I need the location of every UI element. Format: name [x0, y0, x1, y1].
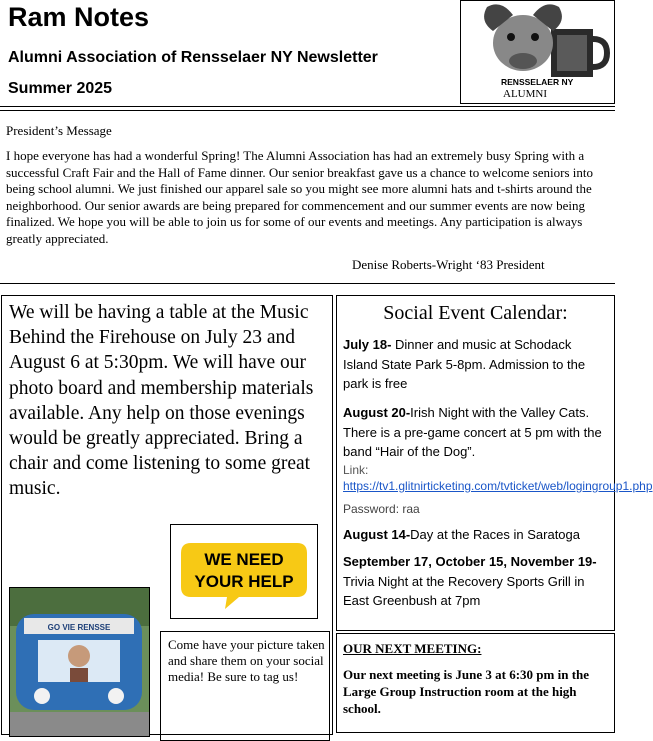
speech-bubble-icon: [171, 525, 317, 618]
calendar-title: Social Event Calendar:: [383, 302, 568, 324]
newsletter-subtitle: Alumni Association of Rensselaer NY Newsletter: [8, 49, 378, 66]
event-date: September 17, October 15, November 19-: [343, 554, 597, 569]
photo-caption: Come have your picture taken and share them on your social media! Be sure to tag us!: [168, 637, 325, 684]
photo-sign-text: GO VIE RENSSE: [47, 623, 111, 632]
logo-top-text: RENSSELAER NY: [501, 77, 574, 87]
next-meeting-text: Our next meeting is June 3 at 6:30 pm in the Large Group Instruction room at the high school.: [343, 667, 590, 716]
alumni-logo: [460, 0, 615, 104]
logo-bottom-text: ALUMNI: [503, 88, 547, 100]
section-divider: [0, 283, 615, 284]
header-divider-2: [0, 110, 615, 111]
event-date: July 18-: [343, 337, 392, 352]
we-need-your-help-graphic: [170, 524, 318, 619]
event-date: August 20-: [343, 405, 411, 420]
ticket-link-line: [343, 462, 653, 494]
event-august-14: [343, 525, 609, 545]
event-date: August 14-: [343, 527, 411, 542]
ticket-link[interactable]: https://tv1.glitnirticketing.com/tvticket/web/logingroup1.php: [343, 479, 653, 493]
event-july-18: [343, 335, 609, 394]
presidents-message-body: I hope everyone has had a wonderful Spring! The Alumni Association has had an extremely busy Spring with a successful Craft Fair and the Hall of Fame dinner. Our senior breakfast gave us a chance to welcome seniors into being school alumni. We just finished our apparel sale so you might see more alumni hats and t-shirts around the neighborhood. Our senior awards are being prepared for commencement and our summer events are now being finalized. We hope you will be able to join us for some of our events and meetings. Any participation is always greatly appreciated.: [6, 148, 593, 246]
link-label: Link:: [343, 463, 369, 477]
ticket-password: Password: raa: [343, 502, 420, 516]
help-line-2: YOUR HELP: [194, 572, 294, 591]
event-desc: Trivia Night at the Recovery Sports Grill in East Greenbush at 7pm: [343, 573, 585, 608]
event-desc: Dinner and music at Schodack Island State Park 5-8pm. Admission to the park is free: [343, 337, 586, 391]
event-desc: Day at the Races in Saratoga: [410, 527, 580, 542]
firehouse-announcement: We will be having a table at the Music Behind the Firehouse on July 23 and August 6 at 5:30pm. We will have our photo board and membership materials available. Any help on those evenings would be greatly appreciated. Bring a chair and come listening to some great music.: [9, 302, 314, 500]
event-desc: Irish Night with the Valley Cats. There is a pre-game concert at 5 pm with the band “Hair of the Dog”.: [343, 405, 602, 459]
presidents-message-heading: President’s Message: [6, 123, 112, 138]
header-divider: [0, 106, 615, 107]
ram-logo-icon: [461, 1, 614, 103]
help-line-1: WE NEED: [204, 550, 284, 569]
newsletter-issue: Summer 2025: [8, 80, 113, 97]
photo-board-picture-icon: [10, 588, 149, 736]
next-meeting-title: OUR NEXT MEETING:: [343, 641, 482, 656]
event-august-20: [343, 403, 609, 462]
newsletter-title: Ram Notes: [8, 2, 150, 32]
presidents-signature: Denise Roberts-Wright ‘83 President: [352, 257, 545, 272]
event-trivia-nights: [343, 552, 609, 611]
photo-board-image: [9, 587, 150, 737]
